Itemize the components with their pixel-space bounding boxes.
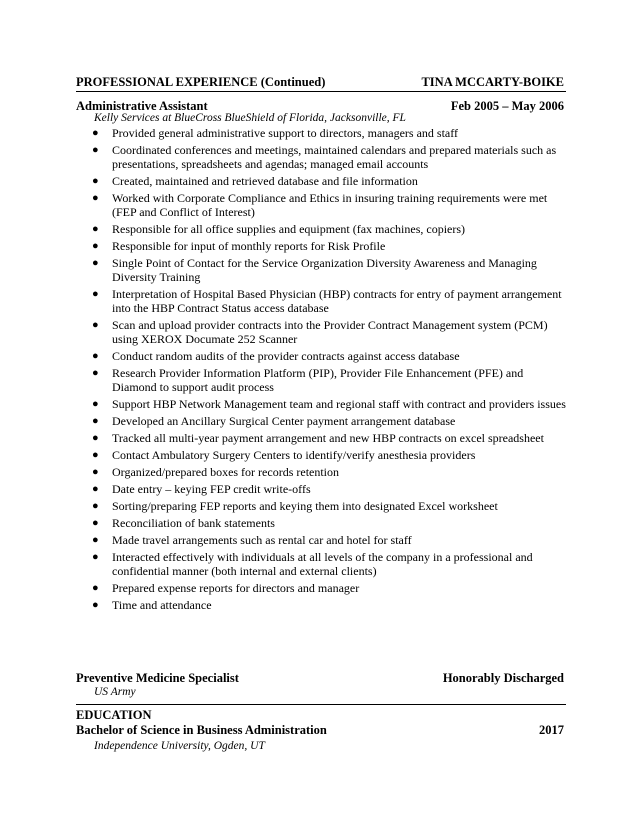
duty-item: [76, 482, 566, 496]
duty-text: Organized/prepared boxes for records retention: [112, 465, 340, 479]
bullet-dot-icon: ●: [92, 223, 99, 235]
job-employer: Kelly Services at BlueCross BlueShield of Florida, Jacksonville, FL: [94, 112, 406, 124]
duty-text: Scan and upload provider contracts into the Provider Contract Management system (PCM) using XEROX Documate 252 Scanner: [112, 318, 548, 346]
duty-item: [76, 533, 566, 547]
duty-text: Made travel arrangements such as rental car and hotel for staff: [112, 533, 412, 547]
duty-text: Sorting/preparing FEP reports and keying them into designated Excel worksheet: [112, 499, 498, 513]
candidate-name: TINA MCCARTY-BOIKE: [421, 75, 564, 89]
duty-text: Date entry – keying FEP credit write-offs: [112, 482, 311, 496]
bullet-dot-icon: ●: [92, 517, 99, 529]
bullet-dot-icon: ●: [92, 367, 99, 379]
duty-text: Provided general administrative support to directors, managers and staff: [112, 126, 459, 140]
bullet-dot-icon: ●: [92, 144, 99, 156]
bullet-dot-icon: ●: [92, 319, 99, 331]
bullet-dot-icon: ●: [92, 240, 99, 252]
bullet-dot-icon: ●: [92, 466, 99, 478]
duty-text: Responsible for all office supplies and equipment (fax machines, copiers): [112, 222, 466, 236]
school-name: Independence University, Ogden, UT: [94, 740, 265, 752]
duty-item: [76, 126, 566, 140]
job-duties-list: [76, 126, 566, 615]
bullet-dot-icon: ●: [92, 551, 99, 563]
duty-item: [76, 465, 566, 479]
duty-item: [76, 550, 566, 578]
duty-text: Worked with Corporate Compliance and Ethics in insuring training requirements were met (FEP and Conflict of Interest): [112, 191, 548, 219]
duty-text: Contact Ambulatory Surgery Centers to identify/verify anesthesia providers: [112, 448, 476, 462]
job-dates: Feb 2005 – May 2006: [450, 99, 564, 113]
bullet-dot-icon: ●: [92, 500, 99, 512]
degree-row: [76, 723, 566, 738]
bullet-dot-icon: ●: [92, 582, 99, 594]
duty-item: [76, 397, 566, 411]
bullet-dot-icon: ●: [92, 175, 99, 187]
job-status: Honorably Discharged: [442, 671, 564, 685]
bullet-dot-icon: ●: [92, 599, 99, 611]
duty-item: [76, 349, 566, 363]
duty-item: [76, 318, 566, 346]
bullet-dot-icon: ●: [92, 288, 99, 300]
duty-item: [76, 256, 566, 284]
duty-text: Time and attendance: [112, 598, 212, 612]
job-title: Preventive Medicine Specialist: [76, 671, 239, 685]
job-title: Administrative Assistant: [76, 99, 208, 113]
duty-item: [76, 431, 566, 445]
bullet-dot-icon: ●: [92, 415, 99, 427]
section-divider: [76, 704, 566, 705]
duty-item: [76, 287, 566, 315]
duty-item: [76, 516, 566, 530]
degree-year: 2017: [539, 723, 564, 737]
job-header: [76, 671, 566, 686]
duty-item: [76, 366, 566, 394]
bullet-dot-icon: ●: [92, 350, 99, 362]
bullet-dot-icon: ●: [92, 192, 99, 204]
education-heading-row: [76, 708, 566, 723]
duty-text: Coordinated conferences and meetings, maintained calendars and prepared materials such as presentations, spreadsheets and agendas; managed email accounts: [112, 143, 557, 171]
duty-text: Reconciliation of bank statements: [112, 516, 275, 530]
duty-text: Prepared expense reports for directors and manager: [112, 581, 360, 595]
duty-item: [76, 499, 566, 513]
section-title: PROFESSIONAL EXPERIENCE (Continued): [76, 75, 326, 89]
duty-text: Research Provider Information Platform (PIP), Provider File Enhancement (PFE) and Diamond to support audit process: [112, 366, 524, 394]
duty-text: Created, maintained and retrieved database and file information: [112, 174, 418, 188]
bullet-dot-icon: ●: [92, 534, 99, 546]
duty-item: [76, 598, 566, 612]
education-heading: EDUCATION: [76, 708, 152, 722]
header-divider: [76, 91, 566, 92]
duty-item: [76, 174, 566, 188]
bullet-dot-icon: ●: [92, 127, 99, 139]
duty-item: [76, 448, 566, 462]
duty-text: Single Point of Contact for the Service Organization Diversity Awareness and Managing Diversity Training: [112, 256, 537, 284]
duty-item: [76, 191, 566, 219]
duty-item: [76, 222, 566, 236]
job-employer: US Army: [94, 686, 136, 698]
duty-item: [76, 239, 566, 253]
duty-text: Conduct random audits of the provider contracts against access database: [112, 349, 460, 363]
duty-text: Tracked all multi-year payment arrangement and new HBP contracts on excel spreadsheet: [112, 431, 544, 445]
duty-text: Interpretation of Hospital Based Physician (HBP) contracts for entry of payment arrangement into the HBP Contract Status access database: [112, 287, 562, 315]
bullet-dot-icon: ●: [92, 398, 99, 410]
bullet-dot-icon: ●: [92, 483, 99, 495]
duty-text: Developed an Ancillary Surgical Center payment arrangement database: [112, 414, 456, 428]
bullet-dot-icon: ●: [92, 449, 99, 461]
duty-text: Interacted effectively with individuals at all levels of the company in a professional and confidential manner (both internal and external clients): [112, 550, 533, 578]
bullet-dot-icon: ●: [92, 432, 99, 444]
degree-title: Bachelor of Science in Business Administration: [76, 723, 327, 737]
duty-text: Support HBP Network Management team and regional staff with contract and providers issues: [112, 397, 566, 411]
bullet-dot-icon: ●: [92, 257, 99, 269]
duty-item: [76, 143, 566, 171]
duty-item: [76, 414, 566, 428]
duty-text: Responsible for input of monthly reports for Risk Profile: [112, 239, 386, 253]
duty-item: [76, 581, 566, 595]
